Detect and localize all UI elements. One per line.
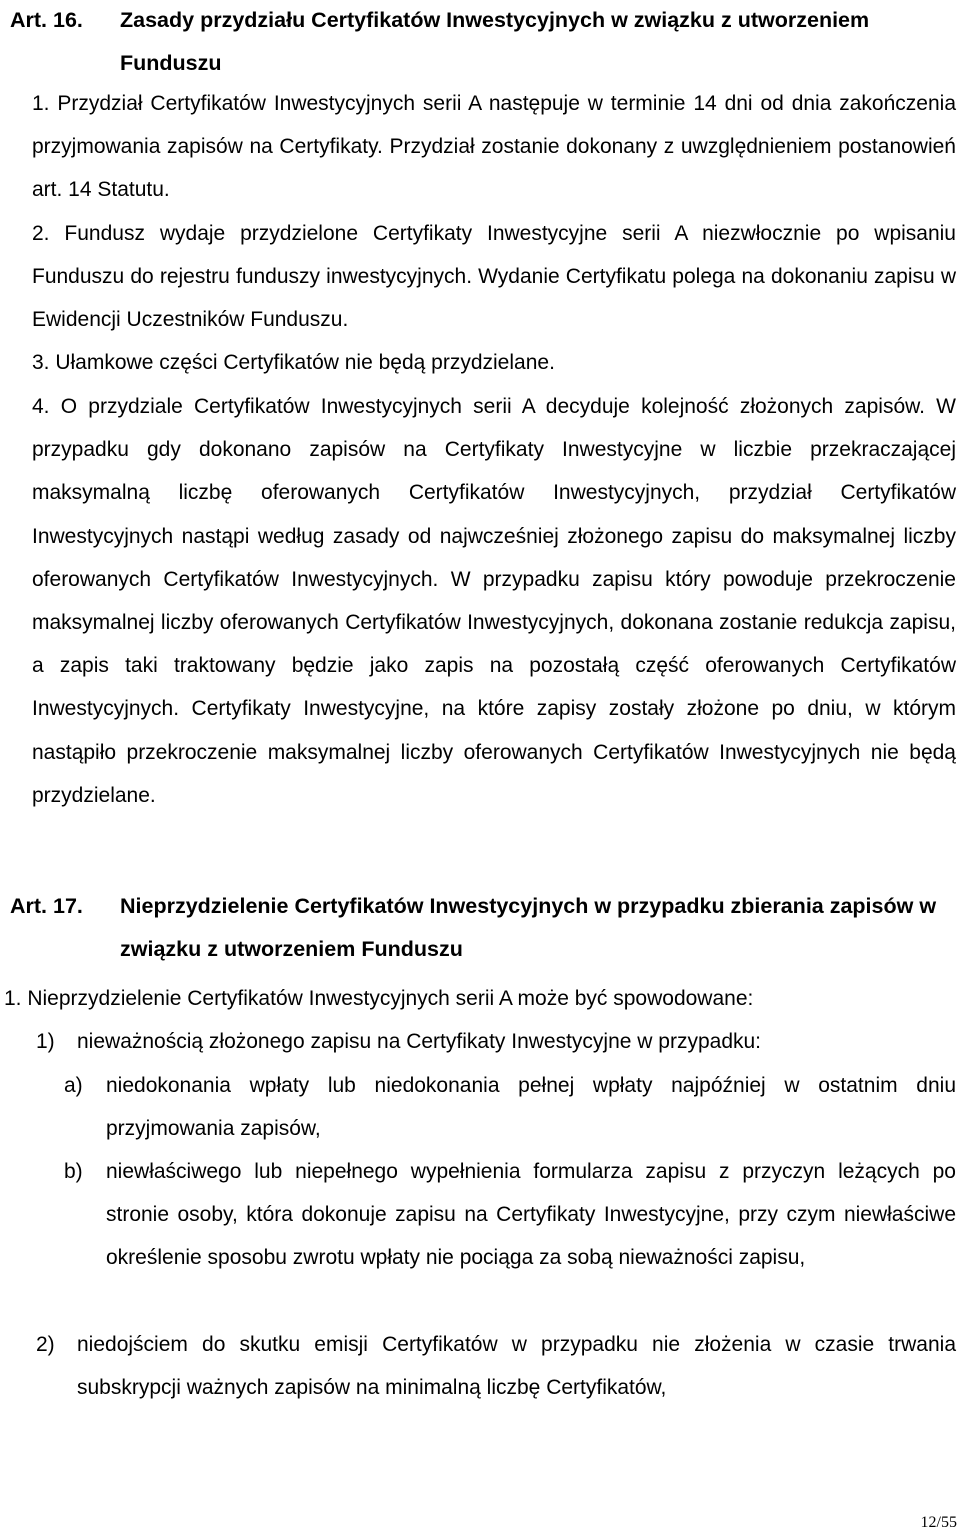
art17-paragraph-1: 1. Nieprzydzielenie Certyfikatów Inwestycyjnych serii A może być spowodowane: [4,987,754,1010]
art16-title: Zasady przydziału Certyfikatów Inwestycyjnych w związku z utworzeniem Funduszu [120,8,870,75]
sublist-item-letter: b) [64,1160,83,1183]
art16-number: Art. 16. [10,8,83,32]
art17-sublist-item-b [64,1150,956,1280]
art16-paragraph-4: 4. O przydziale Certyfikatów Inwestycyjnych serii A decyduje kolejność złożonych zapisów. W przypadku gdy dokonano zapisów na Certyfikaty Inwestycyjne w liczbie przekraczającej maksymalną liczbę oferowanych Certyfikatów Inwestycyjnych, przydział Certyfikatów Inwestycyjnych nastąpi według zasady od najwcześniej złożonego zapisu do maksymalnej liczby oferowanych Certyfikatów Inwestycyjnych. W przypadku zapisu który powoduje przekroczenie maksymalnej liczby oferowanych Certyfikatów Inwestycyjnych, dokonana zostanie redukcja zapisu, a zapis taki traktowany będzie jako zapis na pozostałą część oferowanych Certyfikatów Inwestycyjnych. Certyfikaty Inwestycyjne, na które zapisy zostały złożone po dniu, w którym nastąpiło przekroczenie maksymalnej liczby oferowanych Certyfikatów Inwestycyjnych nie będą przydzielane. [32,395,956,807]
art16-heading [10,0,942,85]
sublist-item-letter: a) [64,1074,83,1097]
art17-title: Nieprzydzielenie Certyfikatów Inwestycyjnych w przypadku zbierania zapisów w związku z utworzeniem Funduszu [120,894,937,961]
art17-list-item-2 [36,1323,956,1409]
art16-paragraph-2: 2. Fundusz wydaje przydzielone Certyfikaty Inwestycyjne serii A niezwłocznie po wpisaniu Funduszu do rejestru funduszy inwestycyjnych. Wydanie Certyfikatu polega na dokonaniu zapisu w Ewidencji Uczestników Funduszu. [32,222,956,332]
sublist-item-text: niedokonania wpłaty lub niedokonania pełnej wpłaty najpóźniej w ostatnim dniu przyjmowania zapisów, [106,1074,956,1141]
art16-paragraph-1: 1. Przydział Certyfikatów Inwestycyjnych serii A następuje w terminie 14 dni od dnia zakończenia przyjmowania zapisów na Certyfikaty. Przydział zostanie dokonany z uwzględnieniem postanowień art. 14 Statutu. [32,92,956,202]
list-item-number: 2) [36,1333,55,1356]
sublist-item-text: niewłaściwego lub niepełnego wypełnienia formularza zapisu z przyczyn leżących po stronie osoby, która dokonuje zapisu na Certyfikaty Inwestycyjne, przy czym niewłaściwe określenie sposobu zwrotu wpłaty nie pociąga za sobą nieważności zapisu, [106,1160,956,1270]
art17-number: Art. 17. [10,894,83,918]
list-item-number: 1) [36,1030,55,1053]
page-number: 12/55 [920,1514,957,1531]
art16-paragraph-3: 3. Ułamkowe części Certyfikatów nie będą przydzielane. [32,351,555,374]
art17-list-item-1 [36,1020,956,1063]
art17-sublist-item-a [64,1064,956,1150]
art17-heading [10,885,942,971]
list-item-text: niedojściem do skutku emisji Certyfikatów w przypadku nie złożenia w czasie trwania subskrypcji ważnych zapisów na minimalną liczbę Certyfikatów, [77,1333,956,1400]
list-item-text: nieważnością złożonego zapisu na Certyfikaty Inwestycyjne w przypadku: [77,1030,762,1053]
